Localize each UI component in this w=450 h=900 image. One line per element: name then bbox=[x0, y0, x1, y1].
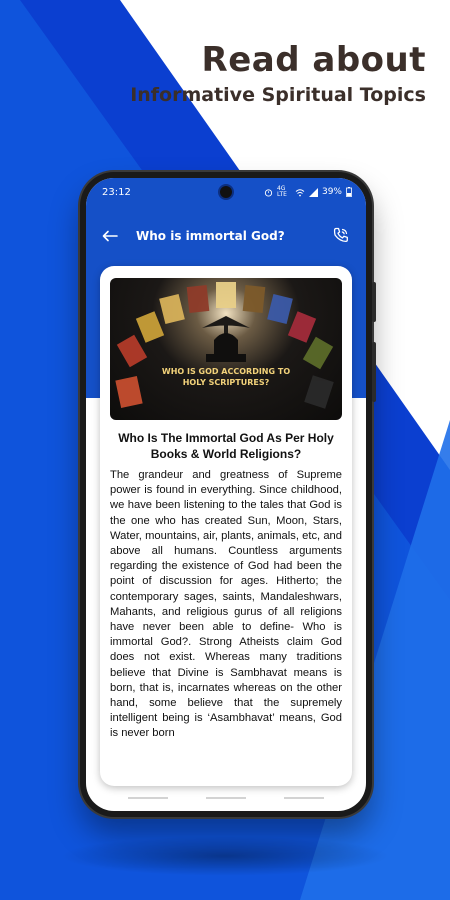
back-arrow-icon[interactable] bbox=[100, 226, 120, 246]
battery-icon bbox=[346, 187, 352, 197]
phone-shadow bbox=[60, 836, 390, 876]
phone-mockup bbox=[80, 172, 372, 817]
network-label: 4G LTE bbox=[276, 185, 287, 198]
nav-recent[interactable] bbox=[128, 797, 168, 799]
scripture-books-illustration bbox=[110, 278, 342, 420]
signal-icon bbox=[309, 188, 318, 197]
power-button bbox=[372, 342, 376, 402]
phone-screen bbox=[86, 178, 366, 811]
front-camera bbox=[220, 186, 232, 198]
article-hero-image bbox=[110, 278, 342, 420]
volume-button bbox=[372, 282, 376, 322]
hero-caption-line2: HOLY SCRIPTURES? bbox=[182, 378, 270, 387]
alarm-icon bbox=[264, 188, 273, 197]
nav-home[interactable] bbox=[206, 797, 246, 799]
system-nav-bar bbox=[86, 797, 366, 799]
wifi-icon bbox=[295, 188, 305, 197]
article-card[interactable] bbox=[100, 266, 352, 786]
app-bar bbox=[86, 218, 366, 254]
article-body: The grandeur and greatness of Supreme power is found in everything. Since childhood, we have been listening to the tales that God is the one who has created Sun, Moon, Stars, Water, mountains, air, plants, animals, etc, and above all humans. Countless arguments regarding the existence of God had been the point of discussion for ages. Hitherto; the contemporary sages, saints, Mandaleshwars, Mahants, and religious gurus of all religions have never been able to define- Who is immortal God?. Strong Atheists claim God does not exist. Whereas many traditions believe that Divine is Sambhavat means is born, that is, incarnates whereas on the other hand, some believe that the supremely intelligent being is ‘Asambhavat’ means, God is never born bbox=[110, 469, 342, 740]
promo-headline bbox=[130, 40, 426, 106]
status-time: 23:12 bbox=[102, 186, 131, 198]
hero-image-caption bbox=[110, 366, 342, 388]
headline-subtitle: Informative Spiritual Topics bbox=[130, 84, 426, 106]
app-bar-title: Who is immortal God? bbox=[136, 229, 285, 243]
hero-caption-line1: WHO IS GOD ACCORDING TO bbox=[161, 367, 291, 376]
status-icons bbox=[264, 186, 352, 198]
battery-percent: 39% bbox=[321, 187, 342, 197]
headline-title: Read about bbox=[201, 40, 426, 80]
phone-call-icon[interactable] bbox=[332, 226, 352, 246]
article-title: Who Is The Immortal God As Per Holy Books & World Religions? bbox=[118, 431, 334, 461]
nav-back[interactable] bbox=[284, 797, 324, 799]
